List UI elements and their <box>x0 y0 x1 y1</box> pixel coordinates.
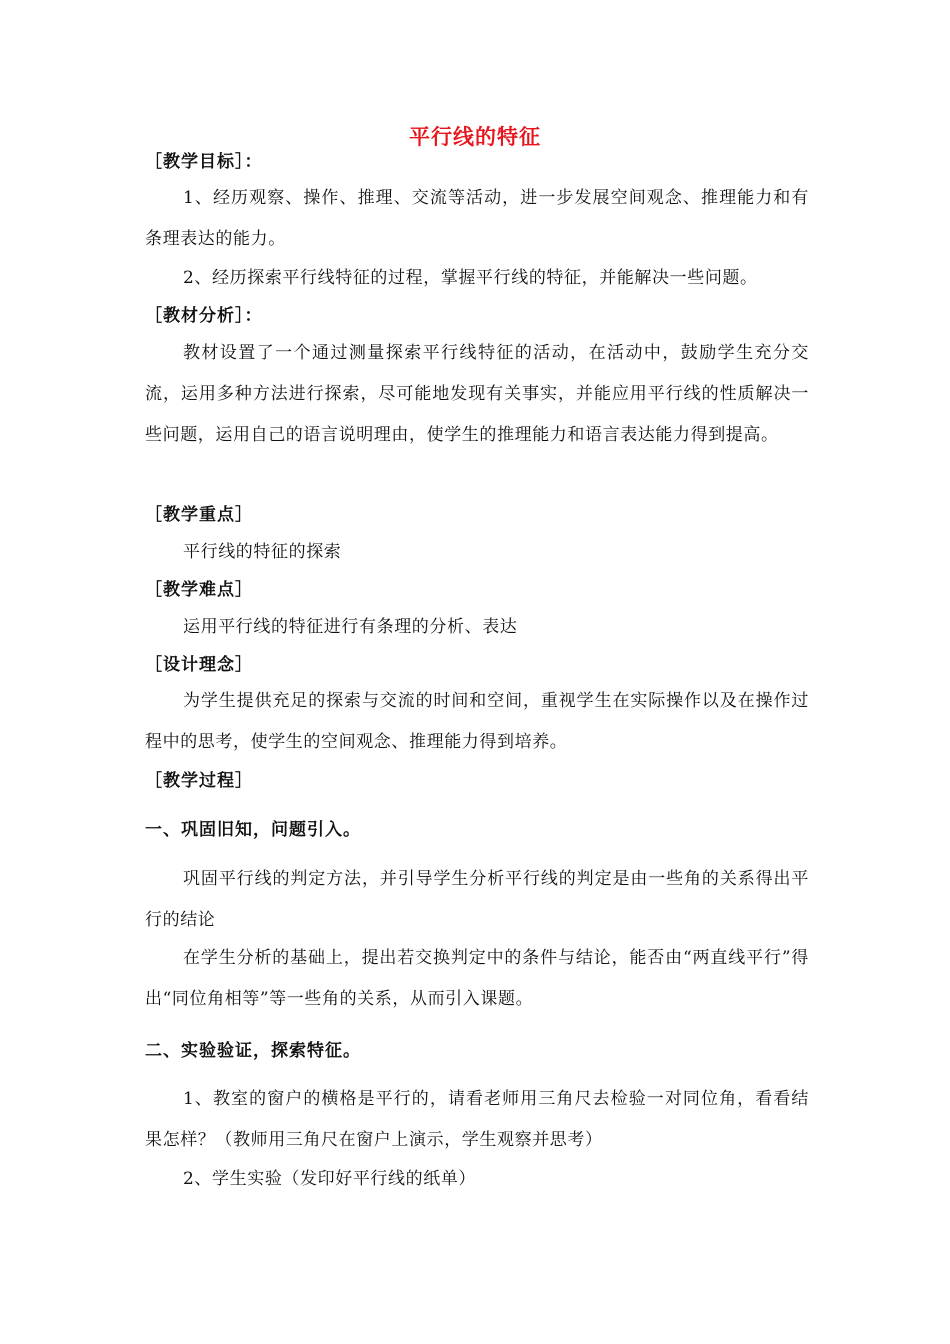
focus-heading: ［教学重点］ <box>145 505 253 525</box>
goals-item-2: 2、经历探索平行线特征的过程，掌握平行线的特征，并能解决一些问题。 <box>183 268 758 288</box>
step1-heading: 一、巩固旧知，问题引入。 <box>145 820 361 840</box>
goals-heading: ［教学目标］： <box>145 152 263 172</box>
document-title: 平行线的特征 <box>409 125 541 149</box>
analysis-text: 教材设置了一个通过测量探索平行线特征的活动，在活动中，鼓励学生充分交流，运用多种方法进行探索，尽可能地发现有关事实，并能应用平行线的性质解决一些问题，运用自己的语言说明理由，使学生的推理能力和语言表达能力得到提高。 <box>145 343 809 445</box>
difficulty-text: 运用平行线的特征进行有条理的分析、表达 <box>183 617 518 637</box>
design-heading: ［设计理念］ <box>145 655 253 675</box>
step1-text-2: 在学生分析的基础上，提出若交换判定中的条件与结论，能否由“两直线平行”得出“同位角相等”等一些角的关系，从而引入课题。 <box>145 948 809 1009</box>
step2-heading: 二、实验验证，探索特征。 <box>145 1041 361 1061</box>
step2-text-2: 2、学生实验（发印好平行线的纸单） <box>183 1169 477 1189</box>
design-text: 为学生提供充足的探索与交流的时间和空间，重视学生在实际操作以及在操作过程中的思考，使学生的空间观念、推理能力得到培养。 <box>145 691 809 752</box>
step1-text-1: 巩固平行线的判定方法，并引导学生分析平行线的判定是由一些角的关系得出平行的结论 <box>145 869 809 930</box>
step2-text-1: 1、教室的窗户的横格是平行的，请看老师用三角尺去检验一对同位角，看看结果怎样？（教师用三角尺在窗户上演示，学生观察并思考） <box>145 1089 809 1150</box>
difficulty-heading: ［教学难点］ <box>145 580 253 600</box>
process-heading: ［教学过程］ <box>145 771 253 791</box>
focus-text: 平行线的特征的探索 <box>183 542 342 562</box>
analysis-heading: ［教材分析］： <box>145 306 263 326</box>
goals-item-1: 1、经历观察、操作、推理、交流等活动，进一步发展空间观念、推理能力和有条理表达的能力。 <box>145 188 809 249</box>
